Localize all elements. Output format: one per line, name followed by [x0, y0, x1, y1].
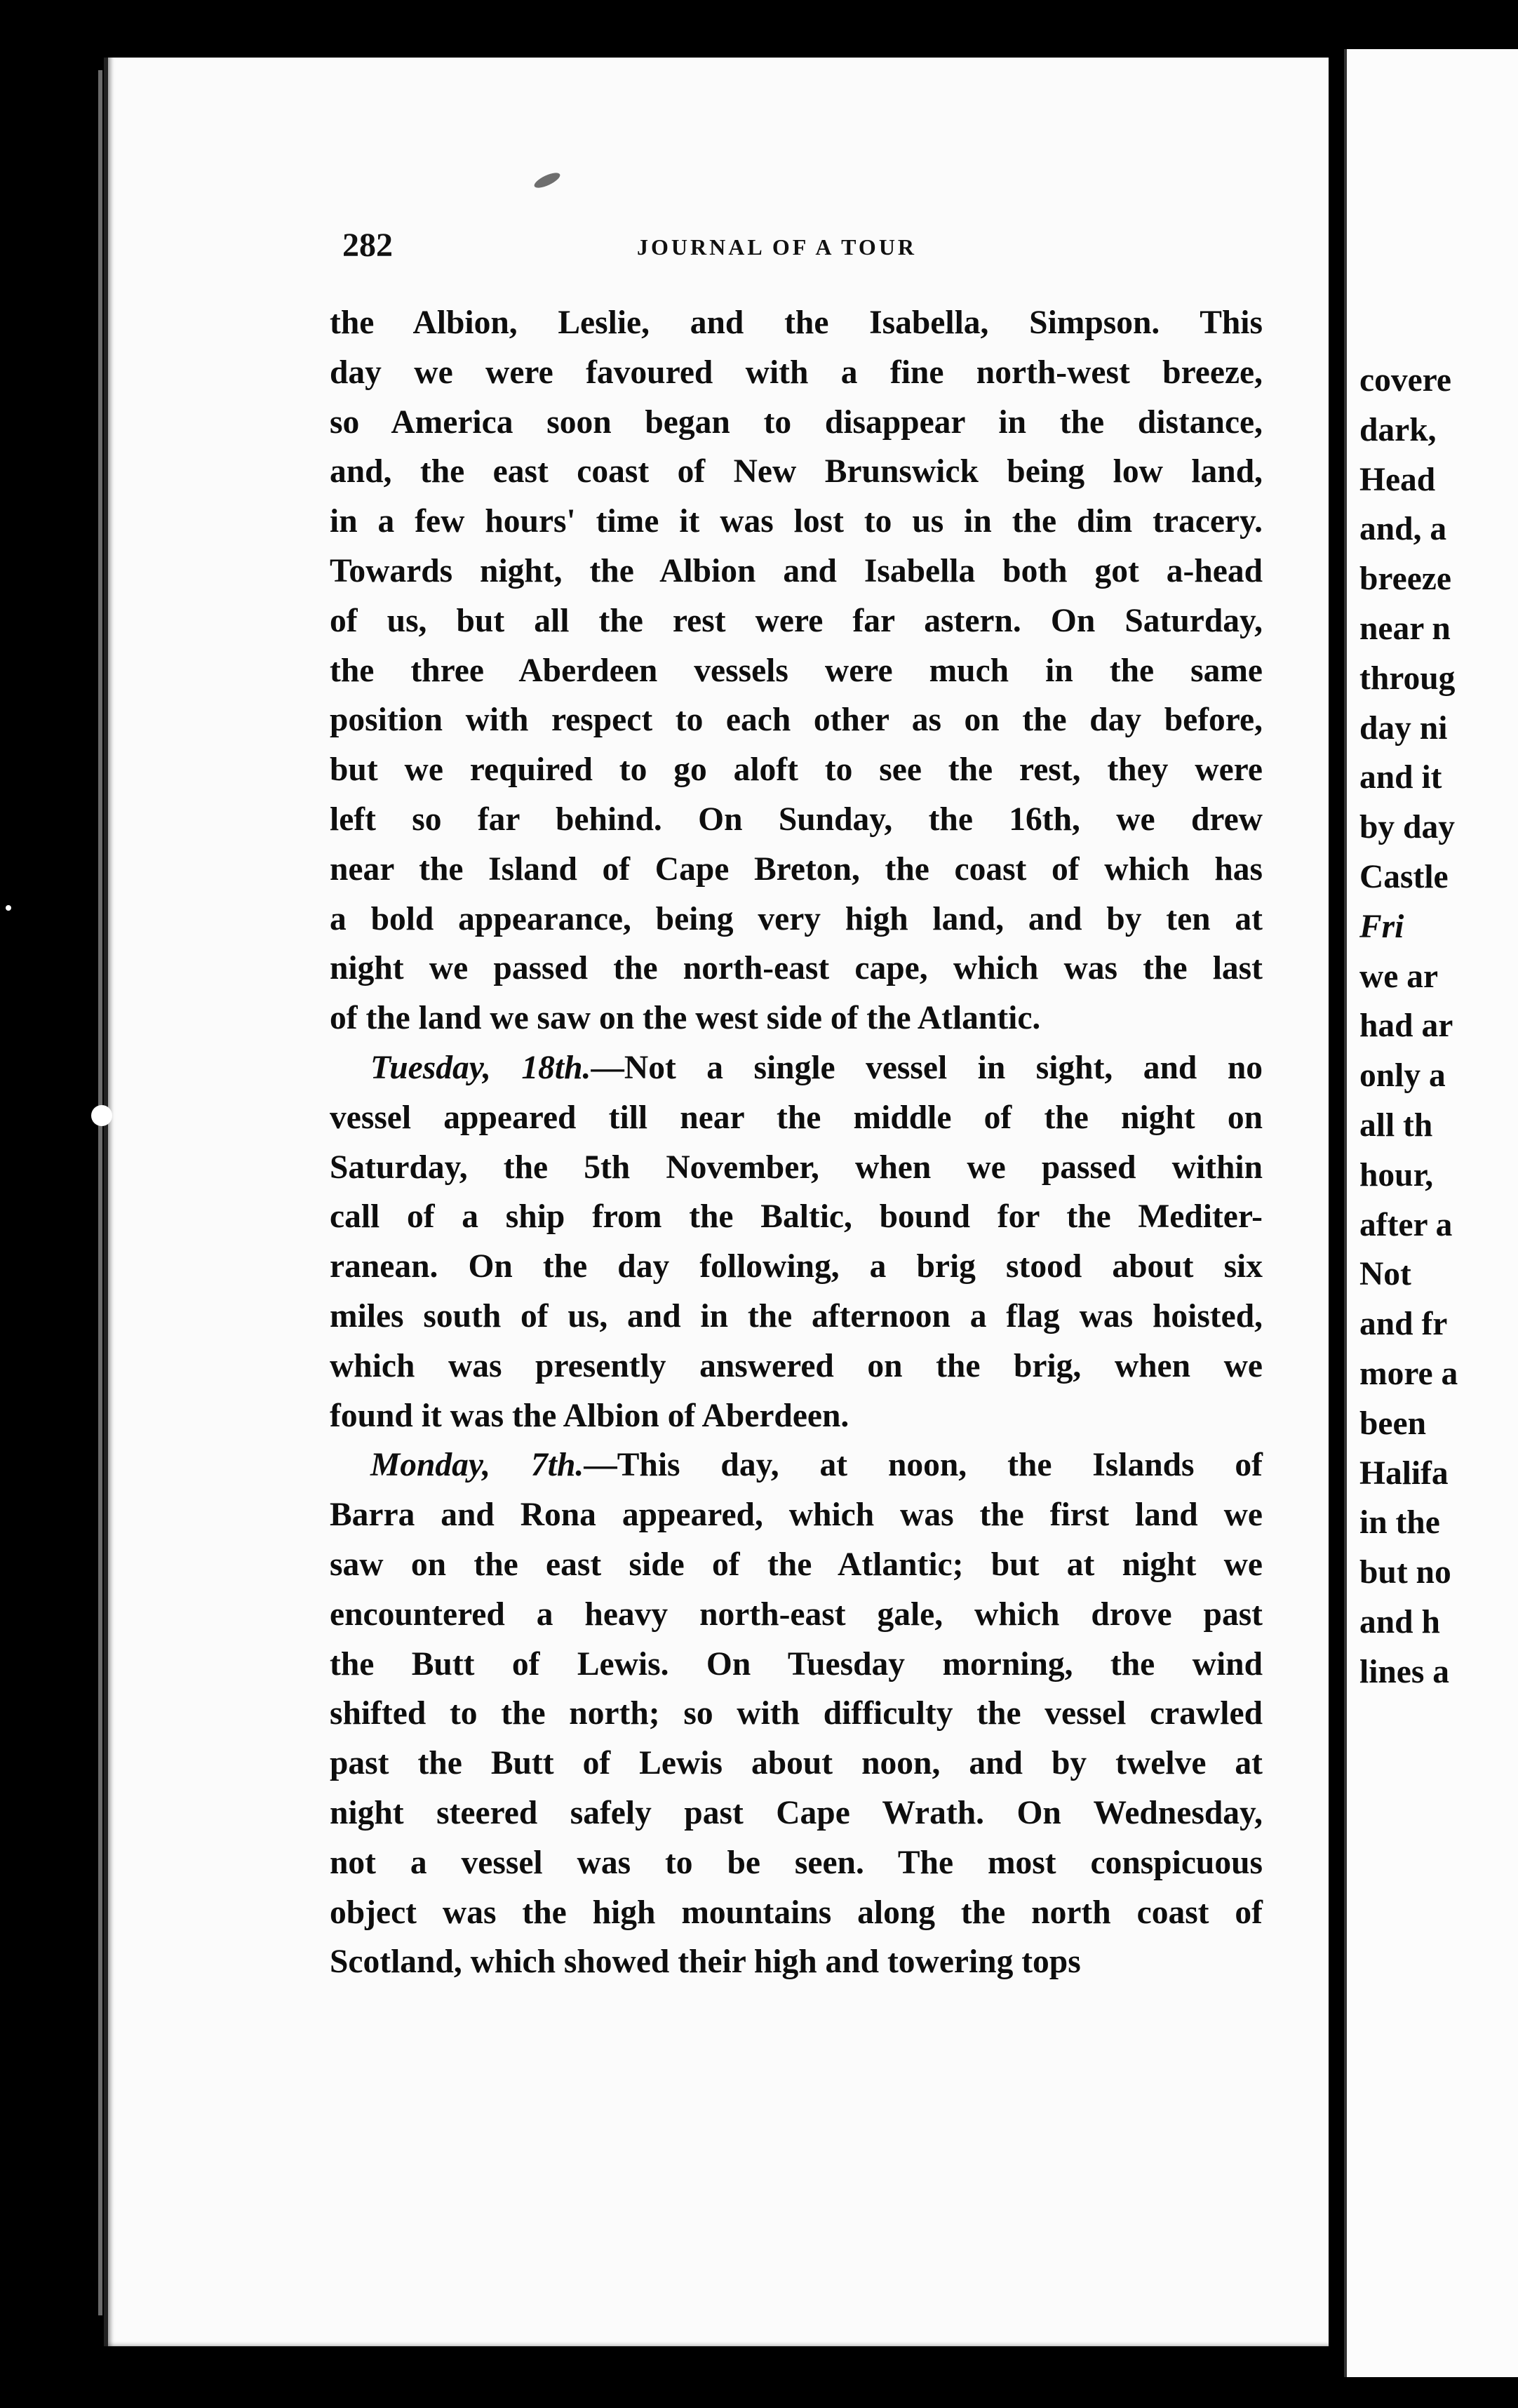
facing-line: all th [1359, 1106, 1433, 1144]
line-text: in a few hours' time it was lost to us in the dim tracery. [330, 503, 1263, 540]
facing-line: Head [1359, 461, 1436, 498]
text-line [330, 1640, 1263, 1690]
facing-line: in the [1359, 1504, 1440, 1541]
facing-line: and it [1359, 759, 1442, 796]
page-number: 282 [342, 227, 393, 264]
text-line [330, 547, 1263, 596]
facing-line: we ar [1359, 958, 1439, 995]
facing-line: hour, [1359, 1156, 1434, 1193]
line-text: of the land we saw on the west side of the Atlantic. [330, 1000, 1041, 1037]
line-text: left so far behind. On Sunday, the 16th, we drew [330, 801, 1263, 838]
line-text: Saturday, the 5th November, when we passed within [330, 1149, 1263, 1186]
line-text: and, the east coast of New Brunswick being low land, [330, 453, 1263, 490]
facing-line: more a [1359, 1355, 1458, 1392]
entry-date: Tuesday, 18th. [370, 1049, 591, 1086]
facing-line: only a [1359, 1057, 1446, 1095]
page-header [342, 226, 1254, 268]
line-text: encountered a heavy north-east gale, which drove past [330, 1596, 1263, 1633]
facing-line: near n [1359, 610, 1451, 647]
line-text: vessel appeared till near the middle of the night on [330, 1099, 1263, 1136]
facing-line: and, a [1359, 511, 1447, 548]
facing-page [1344, 49, 1518, 2377]
facing-line: Not [1359, 1256, 1411, 1293]
line-text: which was presently answered on the brig, when we [330, 1347, 1263, 1384]
line-text: night steered safely past Cape Wrath. On Wednesday, [330, 1794, 1263, 1831]
text-line [330, 845, 1263, 895]
page-edge-shadow [98, 70, 102, 2315]
facing-line: Fri [1359, 908, 1404, 945]
facing-line: covere [1359, 362, 1451, 399]
line-text: saw on the east side of the Atlantic; but at night we [330, 1546, 1263, 1583]
line-text: —Not a single vessel in sight, and no [591, 1049, 1263, 1086]
facing-page-text [1359, 356, 1518, 1697]
line-text: near the Island of Cape Breton, the coast of which has [330, 850, 1263, 888]
facing-line: lines a [1359, 1653, 1450, 1690]
text-line [330, 1540, 1263, 1590]
facing-line: by day [1359, 809, 1455, 846]
line-text: so America soon began to disappear in the distance, [330, 403, 1263, 441]
running-head: JOURNAL OF A TOUR [637, 234, 918, 260]
scan-speck [91, 1105, 112, 1126]
text-line [330, 1342, 1263, 1391]
line-text: object was the high mountains along the north coast of [330, 1894, 1263, 1931]
text-line [330, 895, 1263, 944]
text-line [330, 795, 1263, 845]
text-line [330, 1440, 1263, 1490]
line-text: past the Butt of Lewis about noon, and by twelve at [330, 1745, 1263, 1782]
line-text: the Butt of Lewis. On Tuesday morning, the wind [330, 1645, 1263, 1683]
line-text: a bold appearance, being very high land, and by ten at [330, 900, 1263, 937]
facing-line: been [1359, 1405, 1426, 1442]
text-line [330, 1292, 1263, 1342]
text-line [330, 298, 1263, 348]
entry-date: Monday, 7th. [370, 1447, 584, 1484]
body-text [330, 298, 1263, 1987]
line-text: call of a ship from the Baltic, bound for the Mediter- [330, 1198, 1263, 1236]
text-line [330, 596, 1263, 646]
text-line [330, 1242, 1263, 1292]
facing-line: and h [1359, 1603, 1440, 1640]
line-text: position with respect to each other as on the day before, [330, 702, 1263, 739]
facing-line: Castle [1359, 858, 1449, 895]
text-line [330, 1739, 1263, 1788]
text-line [330, 398, 1263, 448]
text-line [330, 745, 1263, 795]
line-text: of us, but all the rest were far astern. On Saturday, [330, 602, 1263, 639]
text-line [330, 1838, 1263, 1888]
scan-speck [6, 905, 11, 911]
text-line [330, 1490, 1263, 1540]
text-line [330, 1391, 1263, 1441]
text-line [330, 944, 1263, 994]
facing-line: had ar [1359, 1008, 1453, 1045]
facing-line: breeze [1359, 561, 1451, 598]
facing-line: dark, [1359, 411, 1437, 448]
facing-line: after a [1359, 1206, 1453, 1243]
text-line [330, 1043, 1263, 1093]
text-line [330, 994, 1263, 1043]
facing-line: and fr [1359, 1306, 1448, 1343]
line-text: Scotland, which showed their high and towering tops [330, 1944, 1081, 1981]
line-text: day we were favoured with a fine north-west breeze, [330, 354, 1263, 391]
facing-line: throug [1359, 660, 1456, 697]
line-text: miles south of us, and in the afternoon a flag was hoisted, [330, 1297, 1263, 1335]
facing-line: day ni [1359, 709, 1448, 747]
line-text: ranean. On the day following, a brig stood about six [330, 1248, 1263, 1285]
text-line [330, 1093, 1263, 1143]
text-line [330, 348, 1263, 398]
line-text: not a vessel was to be seen. The most conspicuous [330, 1844, 1263, 1881]
line-text: found it was the Albion of Aberdeen. [330, 1397, 849, 1434]
text-line [330, 1143, 1263, 1193]
facing-line: Halifa [1359, 1454, 1449, 1492]
line-text: the three Aberdeen vessels were much in the same [330, 652, 1263, 689]
text-line [330, 1689, 1263, 1739]
line-text: shifted to the north; so with difficulty the vessel crawled [330, 1695, 1263, 1732]
text-line [330, 497, 1263, 547]
text-line [330, 1888, 1263, 1938]
text-line [330, 695, 1263, 745]
text-line [330, 1590, 1263, 1640]
text-line [330, 646, 1263, 696]
line-text: the Albion, Leslie, and the Isabella, Simpson. This [330, 305, 1263, 341]
line-text: Towards night, the Albion and Isabella both got a-head [330, 552, 1263, 589]
text-line [330, 1192, 1263, 1242]
line-text: —This day, at noon, the Islands of [584, 1447, 1263, 1484]
line-text: but we required to go aloft to see the rest, they were [330, 751, 1263, 789]
facing-line: but no [1359, 1554, 1451, 1591]
text-line [330, 1937, 1263, 1987]
text-line [330, 447, 1263, 497]
line-text: Barra and Rona appeared, which was the first land we [330, 1497, 1263, 1534]
text-line [330, 1788, 1263, 1838]
line-text: night we passed the north-east cape, which was the last [330, 950, 1263, 987]
